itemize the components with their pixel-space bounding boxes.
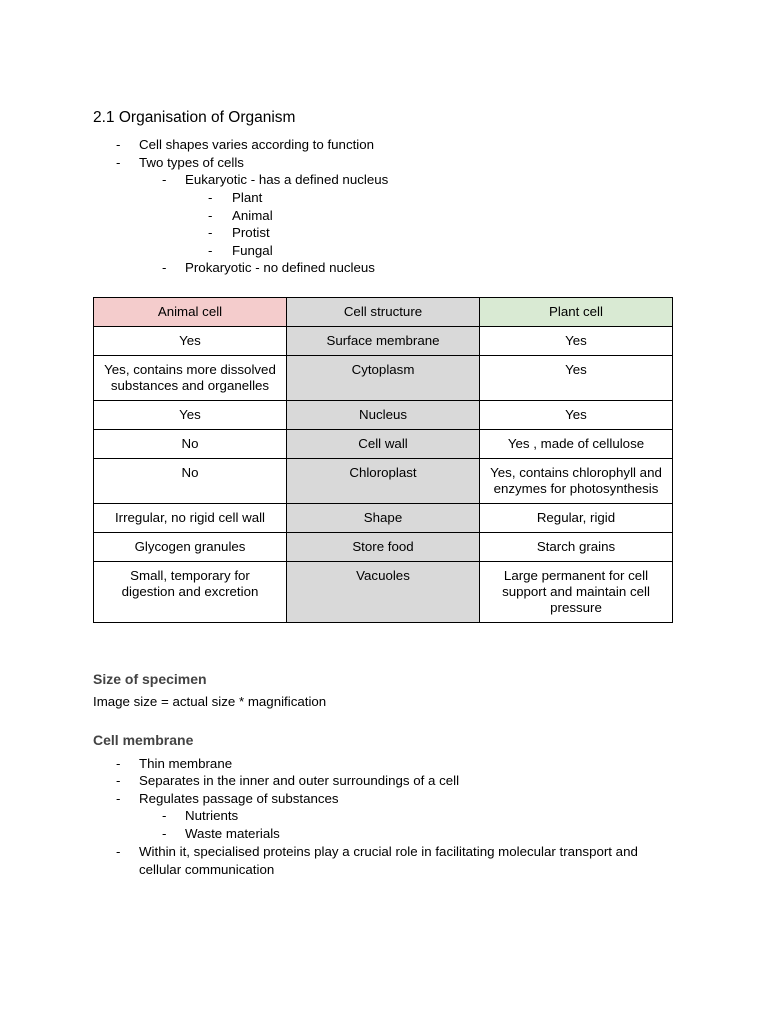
bullet-dash: - — [162, 826, 167, 841]
table-cell: Cell wall — [287, 430, 480, 459]
list-item-text: Two types of cells — [139, 155, 244, 170]
table-row — [94, 562, 673, 623]
table-cell: Yes — [480, 401, 673, 430]
bullet-dash: - — [208, 208, 213, 223]
bullet-dash: - — [116, 773, 121, 788]
list-item-text: Animal — [232, 208, 273, 223]
table-cell: Yes , made of cellulose — [480, 430, 673, 459]
list-item-text: Protist — [232, 225, 270, 240]
table-cell: Large permanent for cell support and maintain cell pressure — [480, 562, 673, 623]
list-item-text: Separates in the inner and outer surroundings of a cell — [139, 773, 460, 788]
bullet-dash: - — [116, 137, 121, 152]
bullet-dash: - — [208, 243, 213, 258]
list-item-text: Fungal — [232, 243, 273, 258]
table-row — [94, 504, 673, 533]
list-item-text: Eukaryotic - has a defined nucleus — [185, 172, 389, 187]
section-heading-size: Size of specimen — [93, 671, 207, 687]
bullet-dash: - — [208, 225, 213, 240]
table-cell: Nucleus — [287, 401, 480, 430]
table-cell: Starch grains — [480, 533, 673, 562]
section-heading-membrane: Cell membrane — [93, 732, 194, 748]
table-cell: Shape — [287, 504, 480, 533]
table-cell: Yes — [94, 327, 287, 356]
bullet-dash: - — [116, 844, 121, 859]
table-cell: Yes — [480, 356, 673, 401]
bullet-dash: - — [162, 260, 167, 275]
bullet-dash: - — [116, 155, 121, 170]
table-row — [94, 401, 673, 430]
table-cell: Yes, contains more dissolved substances and organelles — [94, 356, 287, 401]
list-item-text: Prokaryotic - no defined nucleus — [185, 260, 375, 275]
table-row — [94, 459, 673, 504]
bullet-dash: - — [162, 172, 167, 187]
table-row — [94, 430, 673, 459]
table-cell: Yes, contains chlorophyll and enzymes for photosynthesis — [480, 459, 673, 504]
table-cell: Surface membrane — [287, 327, 480, 356]
table-row — [94, 356, 673, 401]
table-cell: Glycogen granules — [94, 533, 287, 562]
table-row — [94, 533, 673, 562]
table-cell: Cytoplasm — [287, 356, 480, 401]
table-cell: Store food — [287, 533, 480, 562]
table-cell: Chloroplast — [287, 459, 480, 504]
list-item-text: Thin membrane — [139, 756, 233, 771]
table-cell: No — [94, 459, 287, 504]
list-item-text: Within it, specialised proteins play a crucial role in facilitating molecular transport and cellular communication — [139, 844, 638, 877]
table-cell: Small, temporary for digestion and excretion — [94, 562, 287, 623]
table-cell: Yes — [94, 401, 287, 430]
table-cell: Yes — [480, 327, 673, 356]
bullet-dash: - — [116, 791, 121, 806]
table-cell: Irregular, no rigid cell wall — [94, 504, 287, 533]
table-header-row — [94, 298, 673, 327]
bullet-dash: - — [116, 756, 121, 771]
table-cell: No — [94, 430, 287, 459]
header-cell-structure: Cell structure — [287, 298, 480, 327]
list-item-text: Waste materials — [185, 826, 280, 841]
header-animal-cell: Animal cell — [94, 298, 287, 327]
magnification-formula: Image size = actual size * magnification — [93, 694, 327, 709]
table-row — [94, 327, 673, 356]
page-title: 2.1 Organisation of Organism — [93, 109, 296, 126]
table-cell: Regular, rigid — [480, 504, 673, 533]
list-item-text: Plant — [232, 190, 263, 205]
cell-comparison-table — [93, 297, 673, 623]
list-item-text: Cell shapes varies according to function — [139, 137, 375, 152]
table-cell: Vacuoles — [287, 562, 480, 623]
list-item-text: Regulates passage of substances — [139, 791, 339, 806]
list-item-text: Nutrients — [185, 808, 239, 823]
bullet-dash: - — [162, 808, 167, 823]
header-plant-cell: Plant cell — [480, 298, 673, 327]
bullet-dash: - — [208, 190, 213, 205]
